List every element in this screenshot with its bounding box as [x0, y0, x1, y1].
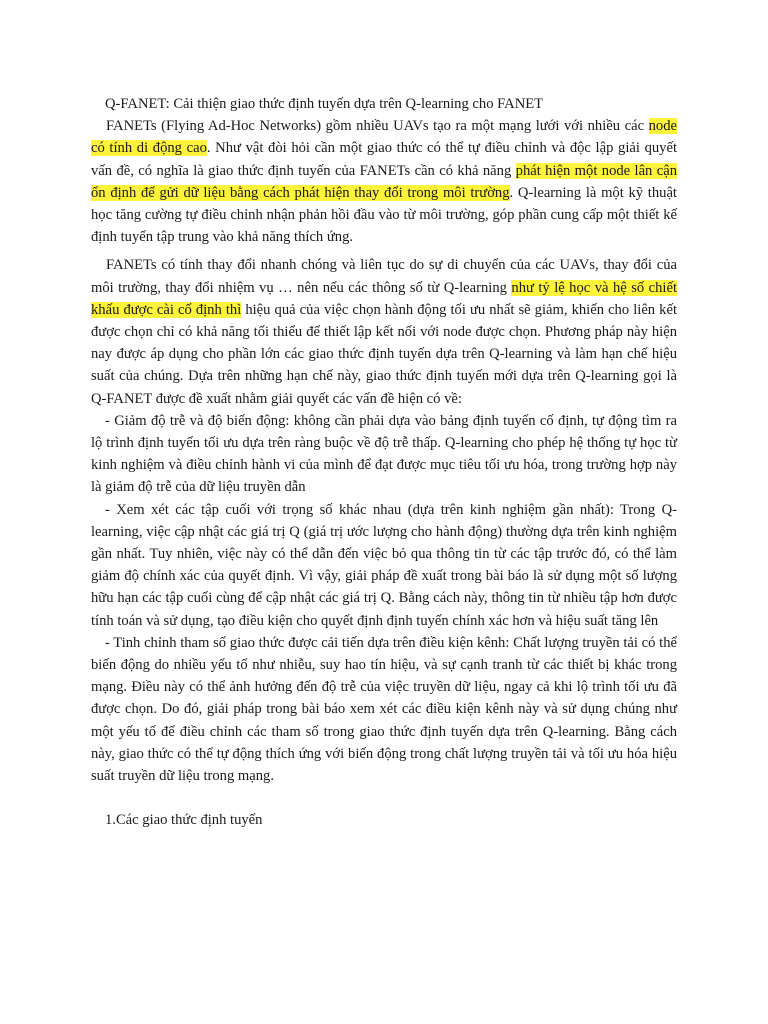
paragraph-intro: [91, 115, 677, 248]
highlighted-text: node có tính di động cao: [91, 118, 677, 157]
paragraph-text: . Q-learning là một kỹ thuật học tăng cường tự điều chỉnh nhận phản hồi đầu vào từ môi trường, góp phần cung cấp một thiết kế định tuyến tập trung vào khả năng thích ứng.: [91, 184, 677, 246]
paragraph-text: hiệu quả của việc chọn hành động tối ưu nhất sẽ giảm, khiến cho liên kết được chọn chỉ có khả năng tối thiểu để thiết lập kết nối với node được chọn. Phương pháp này hiện nay được áp dụng cho phần lớn các giao thức định tuyến dựa trên Q-learning và làm hạn chế hiệu suất của chúng. Dựa trên những hạn chế này, giao thức định tuyến mới dựa trên Q-learning gọi là Q-FANET được đề xuất nhằm giải quyết các vấn đề hiện có về:: [91, 301, 677, 407]
document-title: Q-FANET: Cải thiện giao thức định tuyến dựa trên Q-learning cho FANET: [105, 96, 544, 112]
paragraph-problem: [91, 254, 677, 409]
paragraph-text: FANETs (Flying Ad-Hoc Networks) gồm nhiều UAVs tạo ra một mạng lưới với nhiều các: [106, 118, 649, 135]
highlighted-text: như tỷ lệ học và hệ số chiết khấu được cài cố định thì: [91, 279, 677, 318]
bullet-item: - Giảm độ trễ và độ biến động: không cần phải dựa vào bảng định tuyến cố định, tự động tìm ra lộ trình định tuyến tối ưu dựa trên ràng buộc về độ trễ thấp. Q-learning cho phép hệ thống tự học từ kinh nghiệm và điều chỉnh hành vi của mình để đạt được mục tiêu tối ưu hóa, trong trường hợp này là giảm độ trễ của dữ liệu truyền dẫn: [91, 412, 677, 496]
blank-line: [91, 787, 677, 809]
paragraph-text: FANETs có tính thay đổi nhanh chóng và liên tục do sự di chuyển của các UAVs, thay đổi của môi trường, thay đổi nhiệm vụ … nên nếu các thông số từ Q-learning: [91, 257, 677, 296]
bullet-item: - Xem xét các tập cuối với trọng số khác nhau (dựa trên kinh nghiệm gần nhất): Trong Q-learning, việc cập nhật các giá trị Q (giá trị ước lượng cho hành động) thường dựa trên kinh nghiệm gần nhất. Tuy nhiên, việc này có thể dẫn đến việc bỏ qua thông tin từ các tập trước đó, có thể làm giảm độ chính xác của quyết định. Vì vậy, giải pháp đề xuất trong bài báo là sử dụng một số lượng hữu hạn các tập cuối cùng để cập nhật các giá trị Q. Bằng cách này, thông tin từ nhiều tập hơn được tính toán và sử dụng, tạo điều kiện cho quyết định định tuyến chính xác hơn và hiệu suất tăng lên: [91, 501, 677, 629]
bullet-item: - Tinh chỉnh tham số giao thức được cải tiến dựa trên điều kiện kênh: Chất lượng truyền tải có thể biến động do nhiều yếu tố như nhiễu, suy hao tín hiệu, và sự cạnh tranh từ các thiết bị khác trong mạng. Điều này có thể ảnh hưởng đến độ trễ của việc truyền dữ liệu, ngay cả khi lộ trình tối ưu đã được chọn. Do đó, giải pháp trong bài báo xem xét các điều kiện kênh này và sử dụng chúng như một yếu tố để điều chỉnh các tham số trong giao thức định tuyến dựa trên Q-learning. Bằng cách này, giao thức có thể tự động thích ứng với biến động trong chất lượng truyền tải và tối ưu hóa hiệu suất truyền dữ liệu trong mạng.: [91, 634, 677, 785]
highlighted-text: phát hiện một node lân cận ổn định để gửi dữ liệu bằng cách phát hiện thay đổi trong môi trường: [91, 162, 677, 201]
section-heading: 1.Các giao thức định tuyến: [105, 812, 263, 829]
paragraph-text: . Như vật đòi hỏi cần một giao thức có thể tự điều chỉnh và độc lập giải quyết vấn đề, có nghĩa là giao thức định tuyến của FANETs cần có khả năng: [91, 140, 677, 179]
